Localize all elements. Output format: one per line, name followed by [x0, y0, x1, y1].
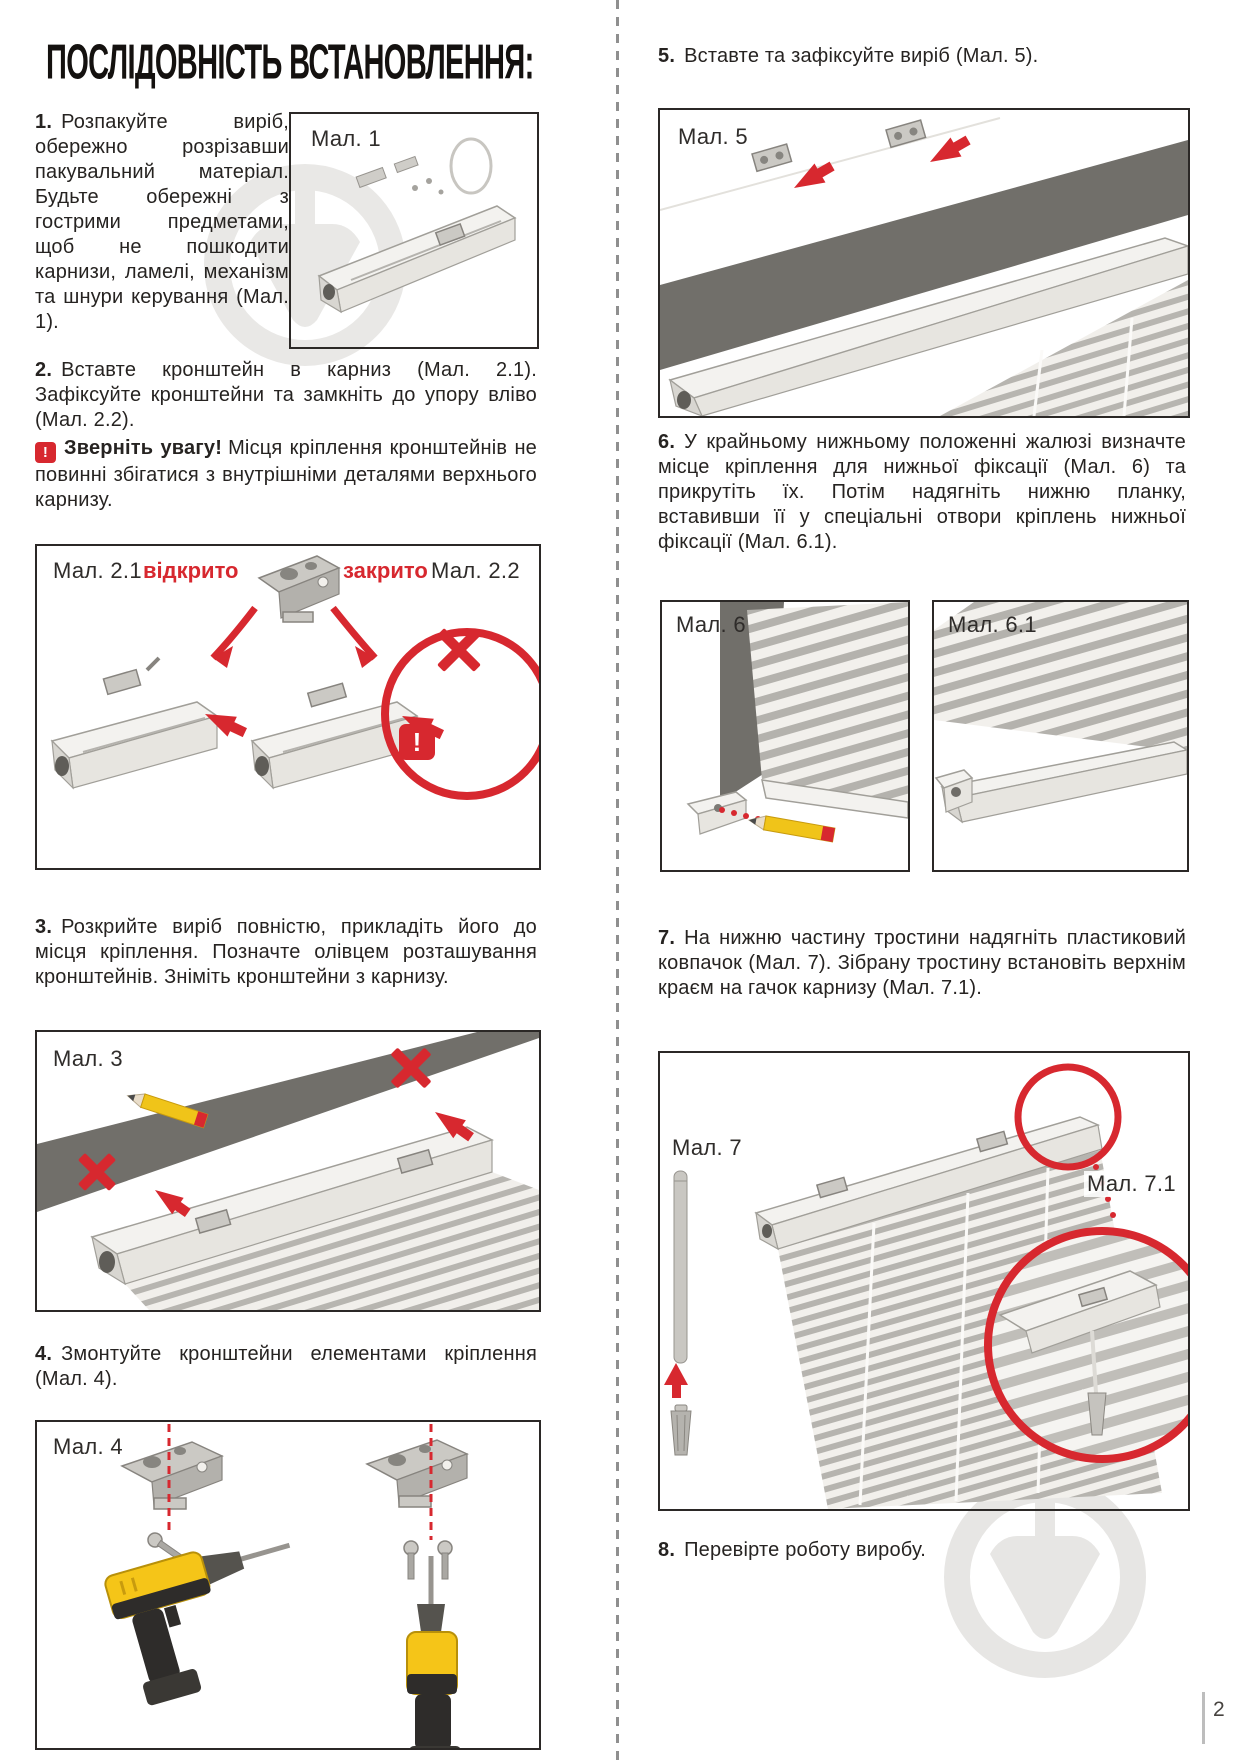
figure-4 [35, 1420, 541, 1750]
step-4 [35, 1342, 537, 1392]
figure-label: Мал. 2.1 [53, 558, 142, 583]
figure-label: Мал. 3 [53, 1046, 123, 1071]
figure-label: Мал. 6.1 [948, 612, 1037, 637]
drill-icon [103, 1526, 321, 1709]
note-text: Місця кріплення кронштейнів не повинні збігатися з внутрішніми деталями верхнього карнизу. [35, 437, 538, 511]
small-parts-icon [356, 156, 443, 194]
fig7-wand-illustration [660, 1053, 1188, 1509]
step-6 [658, 430, 1186, 555]
blind-slats-shape [747, 602, 908, 802]
red-arrow-icon [789, 156, 838, 197]
step-number: 8. [658, 1539, 676, 1561]
step-text: У крайньому нижньому положенні жалюзі визначте місце кріплення для нижньої фіксації (Мал. 6) та прикрутіть їх. Потім надягніть нижню планку, вставивши її у спеціальні отвори кріплень нижньої фіксації (Мал. 6.1). [658, 431, 1186, 553]
step-number: 7. [658, 927, 676, 949]
drill-icon [407, 1556, 461, 1748]
page-number-divider [1202, 1692, 1205, 1744]
step-text: Вставте та зафіксуйте виріб (Мал. 5). [684, 45, 1039, 67]
step-number: 1. [35, 111, 53, 133]
warning-icon: ! [35, 442, 56, 463]
figure-label: Мал. 5 [678, 124, 748, 149]
note-title: Зверніть увагу! [64, 437, 223, 459]
wand-cap-icon [671, 1405, 691, 1455]
state-closed-label: закрито [343, 558, 428, 583]
step-2-paragraph [35, 358, 537, 433]
figure-label: Мал. 1 [311, 126, 381, 151]
bracket-detail-icon [259, 556, 339, 622]
step-number: 6. [658, 431, 676, 453]
column-divider [616, 0, 619, 1760]
bracket-icon [752, 144, 792, 171]
step-1 [35, 110, 289, 335]
cornice-open-icon [52, 658, 250, 788]
pencil-icon [748, 813, 835, 842]
bottom-rail-icon [942, 742, 1187, 822]
fig4-mounting-illustration [37, 1422, 539, 1748]
step-5 [658, 44, 1186, 69]
bracket-icon [122, 1442, 222, 1509]
fig3-marking-illustration [37, 1032, 539, 1310]
control-cord-icon [451, 139, 491, 193]
figure-2 [35, 544, 541, 870]
figure-callout-label: Мал. 7.1 [1084, 1171, 1179, 1197]
screw-icon [404, 1541, 418, 1579]
fig5-insert-illustration [660, 110, 1188, 416]
step-text: Перевірте роботу виробу. [684, 1539, 926, 1561]
attention-note [35, 436, 537, 513]
step-text: Розкрийте виріб повністю, прикладіть його до місця кріплення. Позначте олівцем розташування кронштейнів. Зніміть кронштейни з карнизу. [35, 916, 537, 988]
figure-label: Мал. 7 [672, 1135, 742, 1160]
bracket-icon [367, 1440, 467, 1507]
step-7 [658, 926, 1186, 1001]
bracket-icon [886, 120, 926, 147]
red-up-arrow-icon [664, 1363, 688, 1398]
page-title: ПОСЛІДОВНІСТЬ ВСТАНОВЛЕННЯ: [46, 35, 534, 90]
step-number: 5. [658, 45, 676, 67]
step-text: На нижню частину тростини надягніть пластиковий ковпачок (Мал. 7). Зібрану тростину встановіть верхнім краєм на гачок карнизу (Мал. 7.1). [658, 927, 1186, 999]
figure-5 [658, 108, 1190, 418]
fig6-1-bottom-rail-illustration [934, 602, 1187, 870]
figure-1 [289, 112, 539, 349]
step-8 [658, 1538, 1186, 1563]
step-text: Вставте кронштейн в карниз (Мал. 2.1). Зафіксуйте кронштейни та замкніть до упору вліво (Мал. 2.2). [35, 359, 537, 431]
tilt-wand-icon [674, 1171, 687, 1363]
page-number: 2 [1213, 1698, 1225, 1721]
red-cross-icon [422, 613, 496, 687]
fig6-fixation-illustration [662, 602, 908, 870]
step-2 [35, 358, 537, 513]
step-number: 2. [35, 359, 53, 381]
figure-label: Мал. 6 [676, 612, 746, 637]
step-3 [35, 915, 537, 990]
step-text: Змонтуйте кронштейни елементами кріплення (Мал. 4). [35, 1343, 537, 1390]
fig2-bracket-illustration [37, 546, 539, 868]
figure-3 [35, 1030, 541, 1312]
state-open-label: відкрито [143, 558, 239, 583]
figure-6 [660, 600, 910, 872]
cornice-rail-icon [319, 206, 515, 312]
curve-arrow-right-icon [333, 608, 375, 658]
fixation-bracket-icon [688, 792, 746, 834]
step-number: 4. [35, 1343, 53, 1365]
step-text: Розпакуйте виріб, обережно розрізавши пакувальний матеріал. Будьте обережні з гострими предметами, щоб не пошкодити карнизи, ламелі, механізм та шнури керування (Мал. 1). [35, 111, 289, 333]
figure-6-1 [932, 600, 1189, 872]
curve-arrow-left-icon [213, 608, 255, 658]
figure-label: Мал. 4 [53, 1434, 123, 1459]
screw-icon [438, 1541, 452, 1579]
warning-badge-icon: ! [399, 724, 435, 760]
figure-label: Мал. 2.2 [431, 558, 520, 583]
figure-7 [658, 1051, 1190, 1511]
step-number: 3. [35, 916, 53, 938]
